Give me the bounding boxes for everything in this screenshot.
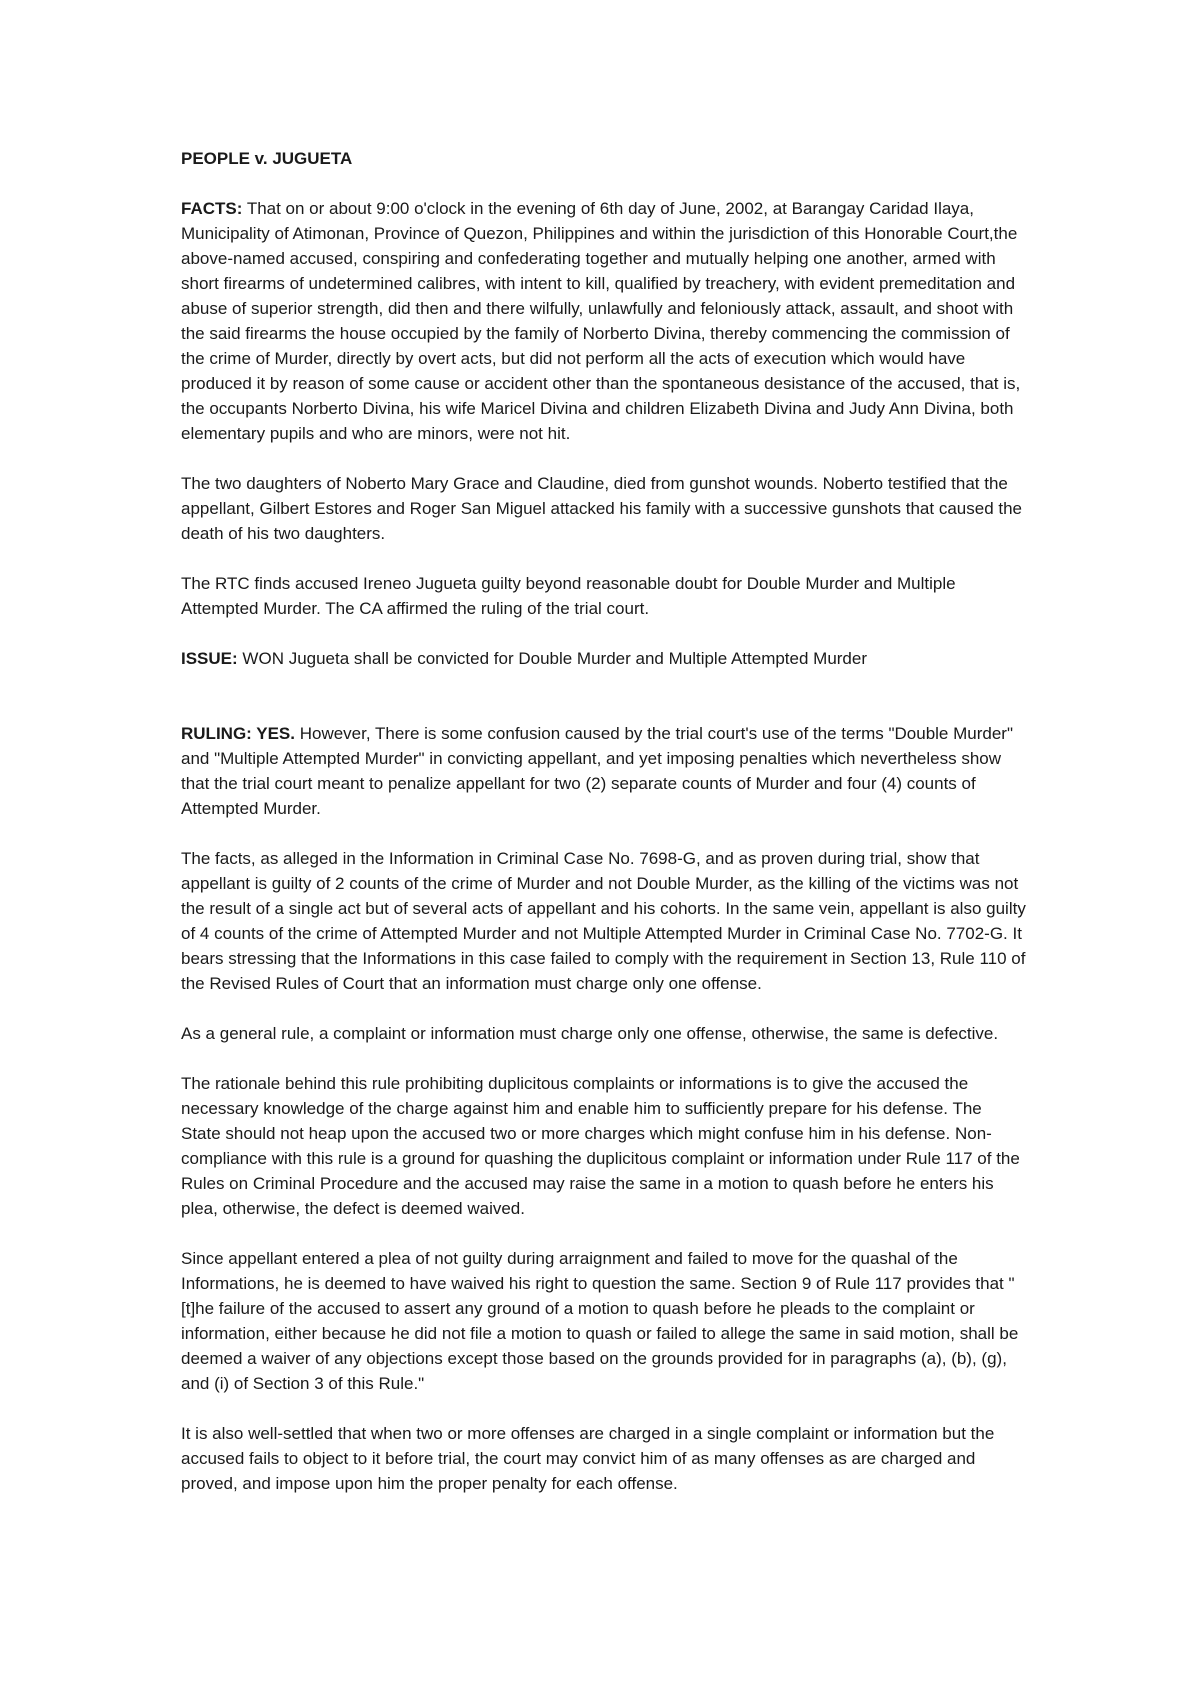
- ruling-paragraph-2: The facts, as alleged in the Information in Criminal Case No. 7698-G, and as proven during trial, show that appellant is guilty of 2 counts of the crime of Murder and not Double Murder, as the killing of the victims was not the result of a single act but of several acts of appellant and his cohorts. In the same vein, appellant is also guilty of 4 counts of the crime of Attempted Murder and not Multiple Attempted Murder in Criminal Case No. 7702-G. It bears stressing that the Informations in this case failed to comply with the requirement in Section 13, Rule 110 of the Revised Rules of Court that an information must charge only one offense.: [181, 849, 1026, 993]
- issue-text: WON Jugueta shall be convicted for Double Murder and Multiple Attempted Murder: [242, 649, 868, 668]
- facts-label: FACTS:: [181, 199, 243, 218]
- facts-paragraph: [181, 196, 1026, 446]
- ruling-paragraph-5: Since appellant entered a plea of not guilty during arraignment and failed to move for the quashal of the Informations, he is deemed to have waived his right to question the same. Section 9 of Rule 117 provides that "[t]he failure of the accused to assert any ground of a motion to quash before he pleads to the complaint or information, either because he did not file a motion to quash or failed to allege the same in said motion, shall be deemed a waiver of any objections except those based on the grounds provided for in paragraphs (a), (b), (g), and (i) of Section 3 of this Rule.": [181, 1249, 1019, 1393]
- ruling-label: RULING: YES.: [181, 724, 295, 743]
- ruling-paragraph-6: It is also well-settled that when two or more offenses are charged in a single complaint or information but the accused fails to object to it before trial, the court may convict him of as many offenses as are charged and proved, and impose upon him the proper penalty for each offense.: [181, 1424, 995, 1493]
- facts-paragraph-2: The two daughters of Noberto Mary Grace and Claudine, died from gunshot wounds. Noberto testified that the appellant, Gilbert Estores and Roger San Miguel attacked his family with a successive gunshots that caused the death of his two daughters.: [181, 474, 1023, 543]
- ruling-paragraph-3: As a general rule, a complaint or information must charge only one offense, otherwise, the same is defective.: [181, 1024, 999, 1043]
- document-body: [181, 146, 1026, 1521]
- facts-paragraph-3: The RTC finds accused Ireneo Jugueta guilty beyond reasonable doubt for Double Murder and Multiple Attempted Murder. The CA affirmed the ruling of the trial court.: [181, 574, 956, 618]
- ruling-text: However, There is some confusion caused by the trial court's use of the terms "Double Murder" and "Multiple Attempted Murder" in convicting appellant, and yet imposing penalties which nevertheless show that the trial court meant to penalize appellant for two (2) separate counts of Murder and four (4) counts of Attempted Murder.: [181, 724, 1013, 818]
- issue-paragraph: [181, 646, 1026, 671]
- ruling-paragraph-4: The rationale behind this rule prohibiting duplicitous complaints or informations is to give the accused the necessary knowledge of the charge against him and enable him to sufficiently prepare for his defense. The State should not heap upon the accused two or more charges which might confuse him in his defense. Non-compliance with this rule is a ground for quashing the duplicitous complaint or information under Rule 117 of the Rules on Criminal Procedure and the accused may raise the same in a motion to quash before he enters his plea, otherwise, the defect is deemed waived.: [181, 1074, 1020, 1218]
- facts-text: That on or about 9:00 o'clock in the evening of 6th day of June, 2002, at Barangay Caridad Ilaya, Municipality of Atimonan, Province of Quezon, Philippines and within the jurisdiction of this Honorable Court,the above-named accused, conspiring and confederating together and mutually helping one another, armed with short firearms of undetermined calibres, with intent to kill, qualified by treachery, with evident premeditation and abuse of superior strength, did then and there wilfully, unlawfully and feloniously attack, assault, and shoot with the said firearms the house occupied by the family of Norberto Divina, thereby commencing the commission of the crime of Murder, directly by overt acts, but did not perform all the acts of execution which would have produced it by reason of some cause or accident other than the spontaneous desistance of the accused, that is, the occupants Norberto Divina, his wife Maricel Divina and children Elizabeth Divina and Judy Ann Divina, both elementary pupils and who are minors, were not hit.: [181, 199, 1021, 443]
- issue-label: ISSUE:: [181, 649, 238, 668]
- ruling-paragraph: [181, 721, 1026, 821]
- document-title: PEOPLE v. JUGUETA: [181, 149, 353, 168]
